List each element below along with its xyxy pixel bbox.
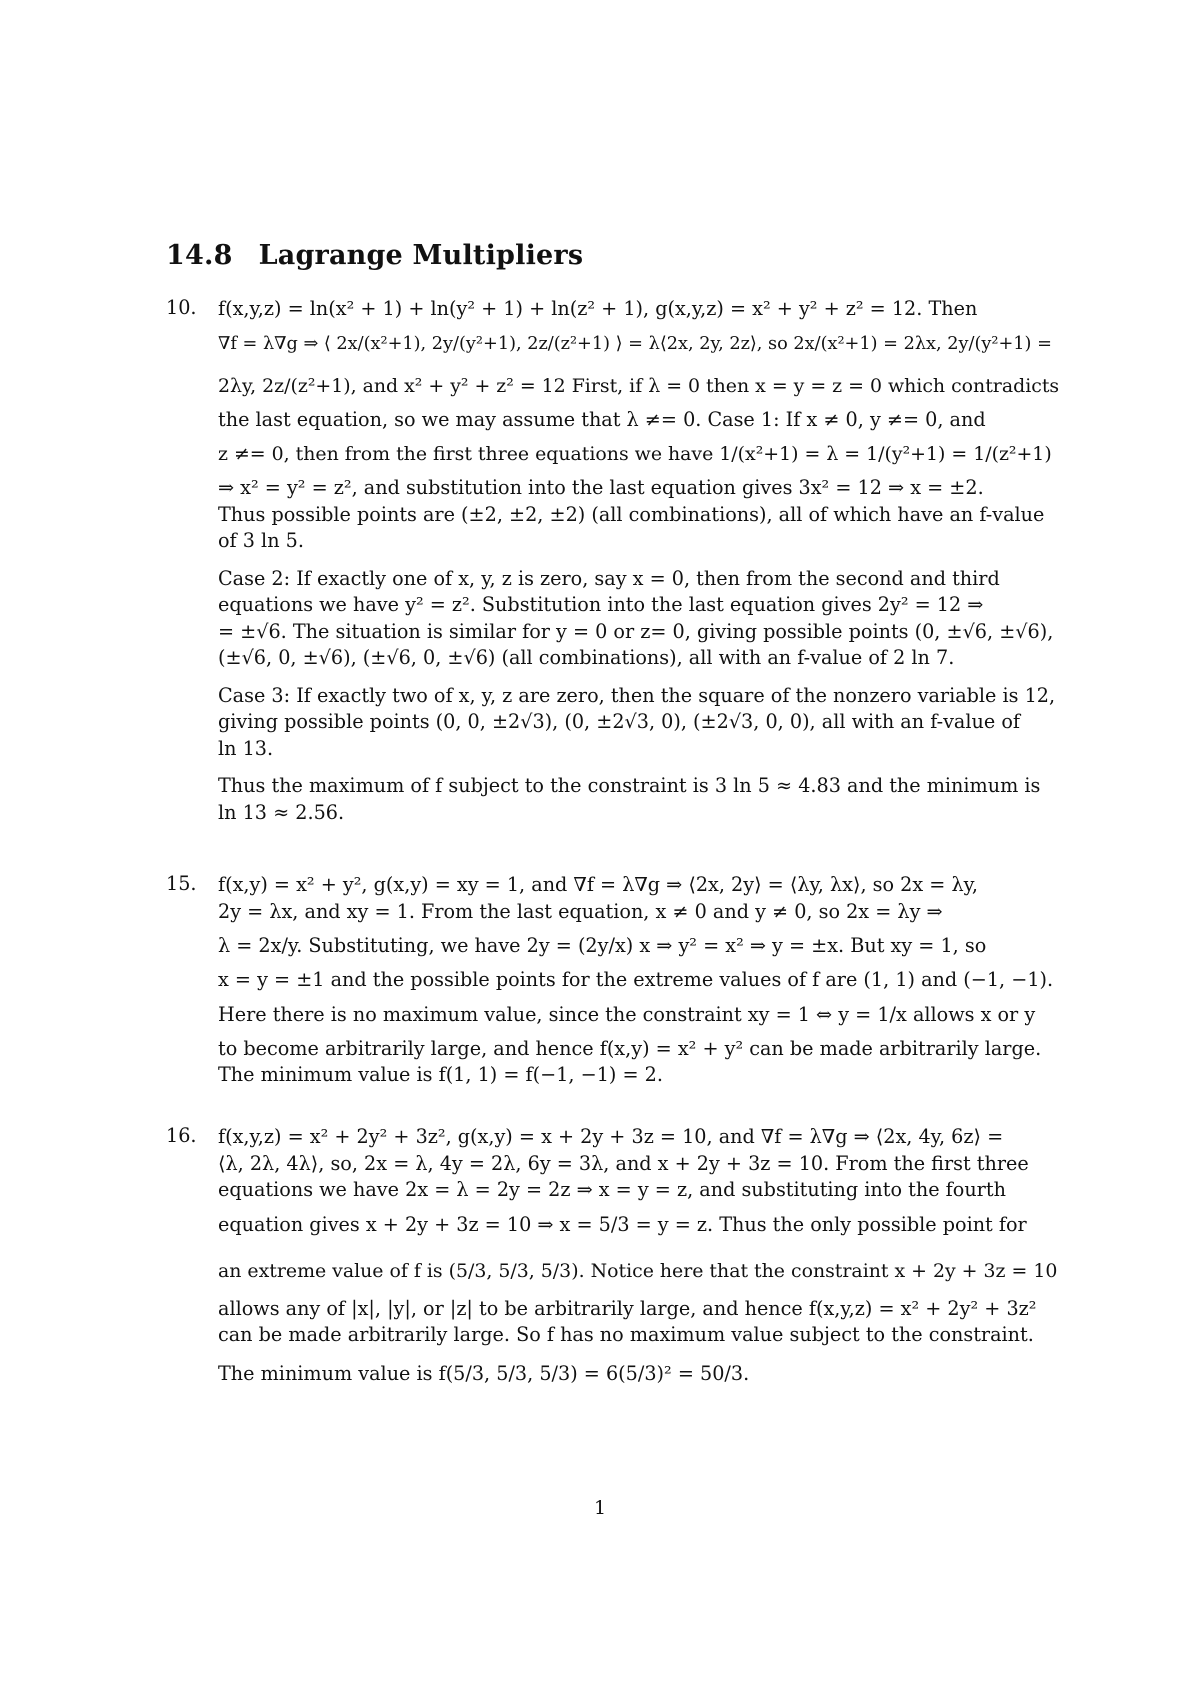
text-line: Thus possible points are (±2, ±2, ±2) (all combinations), all of which have an f-value <box>218 502 1045 526</box>
text-line: can be made arbitrarily large. So f has no maximum value subject to the constraint. <box>218 1323 1034 1346</box>
text-line: Thus the maximum of f subject to the constraint is 3 ln 5 ≈ 4.83 and the minimum is <box>218 774 1041 797</box>
problem-15 <box>166 872 1061 1089</box>
text-line: equation gives x + 2y + 3z = 10 ⇒ x = 5/3 = y = z. Thus the only possible point for <box>218 1212 1027 1236</box>
section-number: 14.8 <box>166 240 233 271</box>
text-line: f(x,y,z) = ln(x² + 1) + ln(y² + 1) + ln(z² + 1), g(x,y,z) = x² + y² + z² = 12. Then <box>218 297 978 320</box>
problem-number: 10. <box>166 296 197 319</box>
page-number: 1 <box>593 1497 607 1519</box>
text-line: f(x,y) = x² + y², g(x,y) = xy = 1, and ∇f = λ∇g ⇒ ⟨2x, 2y⟩ = ⟨λy, λx⟩, so 2x = λy, <box>218 873 979 896</box>
text-line: the last equation, so we may assume that λ ≠= 0. Case 1: If x ≠ 0, y ≠= 0, and <box>218 407 986 431</box>
problem-body <box>218 872 1061 1089</box>
text-line: ⟨λ, 2λ, 4λ⟩, so, 2x = λ, 4y = 2λ, 6y = 3λ, and x + 2y + 3z = 10. From the first three <box>218 1151 1029 1175</box>
text-line: 2λy, 2z/(z²+1), and x² + y² + z² = 12 First, if λ = 0 then x = y = z = 0 which contradicts <box>218 374 1060 397</box>
text-line: (±√6, 0, ±√6), (±√6, 0, ±√6) (all combinations), all with an f-value of 2 ln 7. <box>218 646 955 669</box>
text-line: equations we have 2x = λ = 2y = 2z ⇒ x = y = z, and substituting into the fourth <box>218 1178 1006 1201</box>
problem-number: 15. <box>166 872 197 895</box>
text-line: giving possible points (0, 0, ±2√3), (0, ±2√3, 0), (±2√3, 0, 0), all with an f-value of <box>218 710 1020 733</box>
text-line: f(x,y,z) = x² + 2y² + 3z², g(x,y) = x + 2y + 3z = 10, and ∇f = λ∇g ⇒ ⟨2x, 4y, 6z⟩ = <box>218 1125 1004 1148</box>
problem-number: 16. <box>166 1124 197 1147</box>
section-heading <box>166 240 583 271</box>
text-line: = ±√6. The situation is similar for y = 0 or z= 0, giving possible points (0, ±√6, ±√6), <box>218 619 1054 643</box>
problem-body <box>218 296 1061 826</box>
section-title: Lagrange Multipliers <box>258 240 584 271</box>
text-line: The minimum value is f(5/3, 5/3, 5/3) = 6(5/3)² = 50/3. <box>218 1361 750 1385</box>
text-line: x = y = ±1 and the possible points for the extreme values of f are (1, 1) and (−1, −1). <box>218 968 1054 991</box>
text-line: z ≠= 0, then from the first three equations we have 1/(x²+1) = λ = 1/(y²+1) = 1/(z²+1) <box>218 443 1052 465</box>
text-line: equations we have y² = z². Substitution into the last equation gives 2y² = 12 ⇒ <box>218 593 984 616</box>
problem-body <box>218 1124 1061 1399</box>
text-line: λ = 2x/y. Substituting, we have 2y = (2y/x) x ⇒ y² = x² ⇒ y = ±x. But xy = 1, so <box>218 934 987 957</box>
text-line: Case 2: If exactly one of x, y, z is zero, say x = 0, then from the second and third <box>218 566 1000 590</box>
text-line: 2y = λx, and xy = 1. From the last equation, x ≠ 0 and y ≠ 0, so 2x = λy ⇒ <box>218 899 943 923</box>
text-line: ⇒ x² = y² = z², and substitution into the last equation gives 3x² = 12 ⇒ x = ±2. <box>218 476 984 499</box>
text-line: ∇f = λ∇g ⇒ ⟨ 2x/(x²+1), 2y/(y²+1), 2z/(z²+1) ⟩ = λ⟨2x, 2y, 2z⟩, so 2x/(x²+1) = 2λx, 2y/(y²+1) = <box>218 333 1052 354</box>
text-line: allows any of |x|, |y|, or |z| to be arbitrarily large, and hence f(x,y,z) = x² + 2y² + 3z² <box>218 1296 1037 1320</box>
text-line: ln 13. <box>218 736 274 760</box>
text-line: to become arbitrarily large, and hence f(x,y) = x² + y² can be made arbitrarily large. <box>218 1036 1042 1060</box>
problem-10 <box>166 296 1061 826</box>
text-line: an extreme value of f is (5/3, 5/3, 5/3). Notice here that the constraint x + 2y + 3z = 10 <box>218 1259 1058 1282</box>
text-line: Case 3: If exactly two of x, y, z are zero, then the square of the nonzero variable is 12, <box>218 683 1056 707</box>
text-line: of 3 ln 5. <box>218 529 304 552</box>
problem-16 <box>166 1124 1061 1399</box>
text-line: Here there is no maximum value, since the constraint xy = 1 ⇔ y = 1/x allows x or y <box>218 1002 1036 1026</box>
text-line: The minimum value is f(1, 1) = f(−1, −1) = 2. <box>218 1063 663 1086</box>
text-line: ln 13 ≈ 2.56. <box>218 800 345 824</box>
